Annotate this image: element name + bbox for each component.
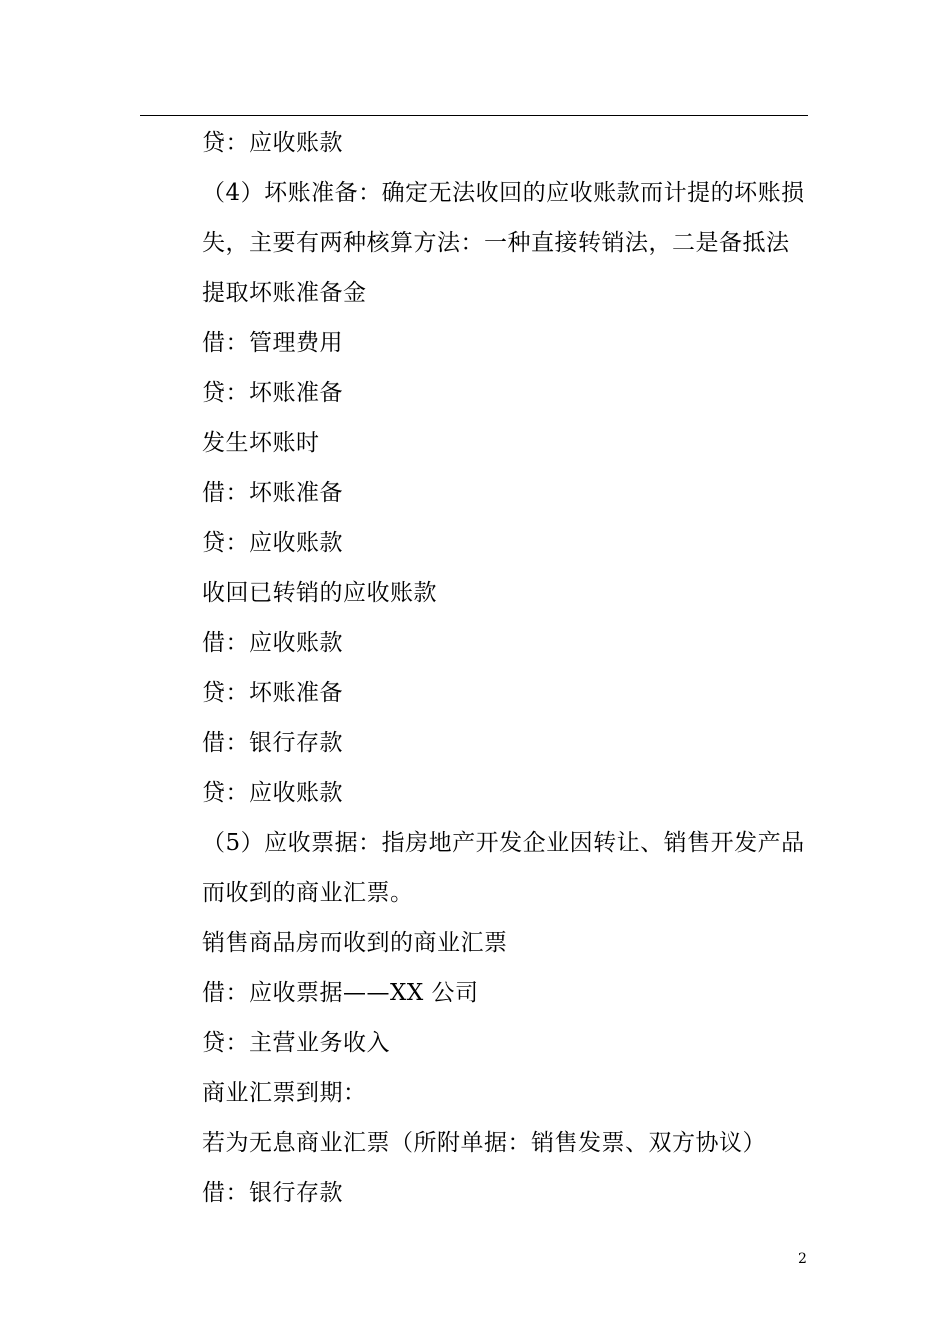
text-line: 若为无息商业汇票（所附单据：销售发票、双方协议） bbox=[202, 1130, 766, 1156]
text-line: 失，主要有两种核算方法：一种直接转销法，二是备抵法 bbox=[202, 230, 790, 256]
text-line: 贷：应收账款 bbox=[202, 530, 343, 556]
text-line: （5）应收票据：指房地产开发企业因转让、销售开发产品 bbox=[202, 830, 805, 856]
text-line: 贷：应收账款 bbox=[202, 130, 343, 156]
text-line: 借：银行存款 bbox=[202, 1180, 343, 1206]
text-line: 商业汇票到期： bbox=[202, 1080, 367, 1106]
text-line: 贷：应收账款 bbox=[202, 780, 343, 806]
text-line: 发生坏账时 bbox=[202, 430, 320, 456]
text-line: 借：银行存款 bbox=[202, 730, 343, 756]
text-line: 贷：主营业务收入 bbox=[202, 1030, 390, 1056]
text-line: 贷：坏账准备 bbox=[202, 680, 343, 706]
text-line: 贷：坏账准备 bbox=[202, 380, 343, 406]
text-line: 借：应收票据——XX 公司 bbox=[202, 980, 479, 1006]
page-number: 2 bbox=[798, 1251, 807, 1267]
text-line: （4）坏账准备：确定无法收回的应收账款而计提的坏账损 bbox=[202, 180, 805, 206]
text-line: 而收到的商业汇票。 bbox=[202, 880, 414, 906]
text-line: 提取坏账准备金 bbox=[202, 280, 367, 306]
text-line: 销售商品房而收到的商业汇票 bbox=[202, 930, 508, 956]
text-line: 借：管理费用 bbox=[202, 330, 343, 356]
text-line: 借：应收账款 bbox=[202, 630, 343, 656]
document-body bbox=[202, 118, 812, 1218]
header-rule bbox=[140, 115, 808, 116]
text-line: 借：坏账准备 bbox=[202, 480, 343, 506]
text-line: 收回已转销的应收账款 bbox=[202, 580, 437, 606]
